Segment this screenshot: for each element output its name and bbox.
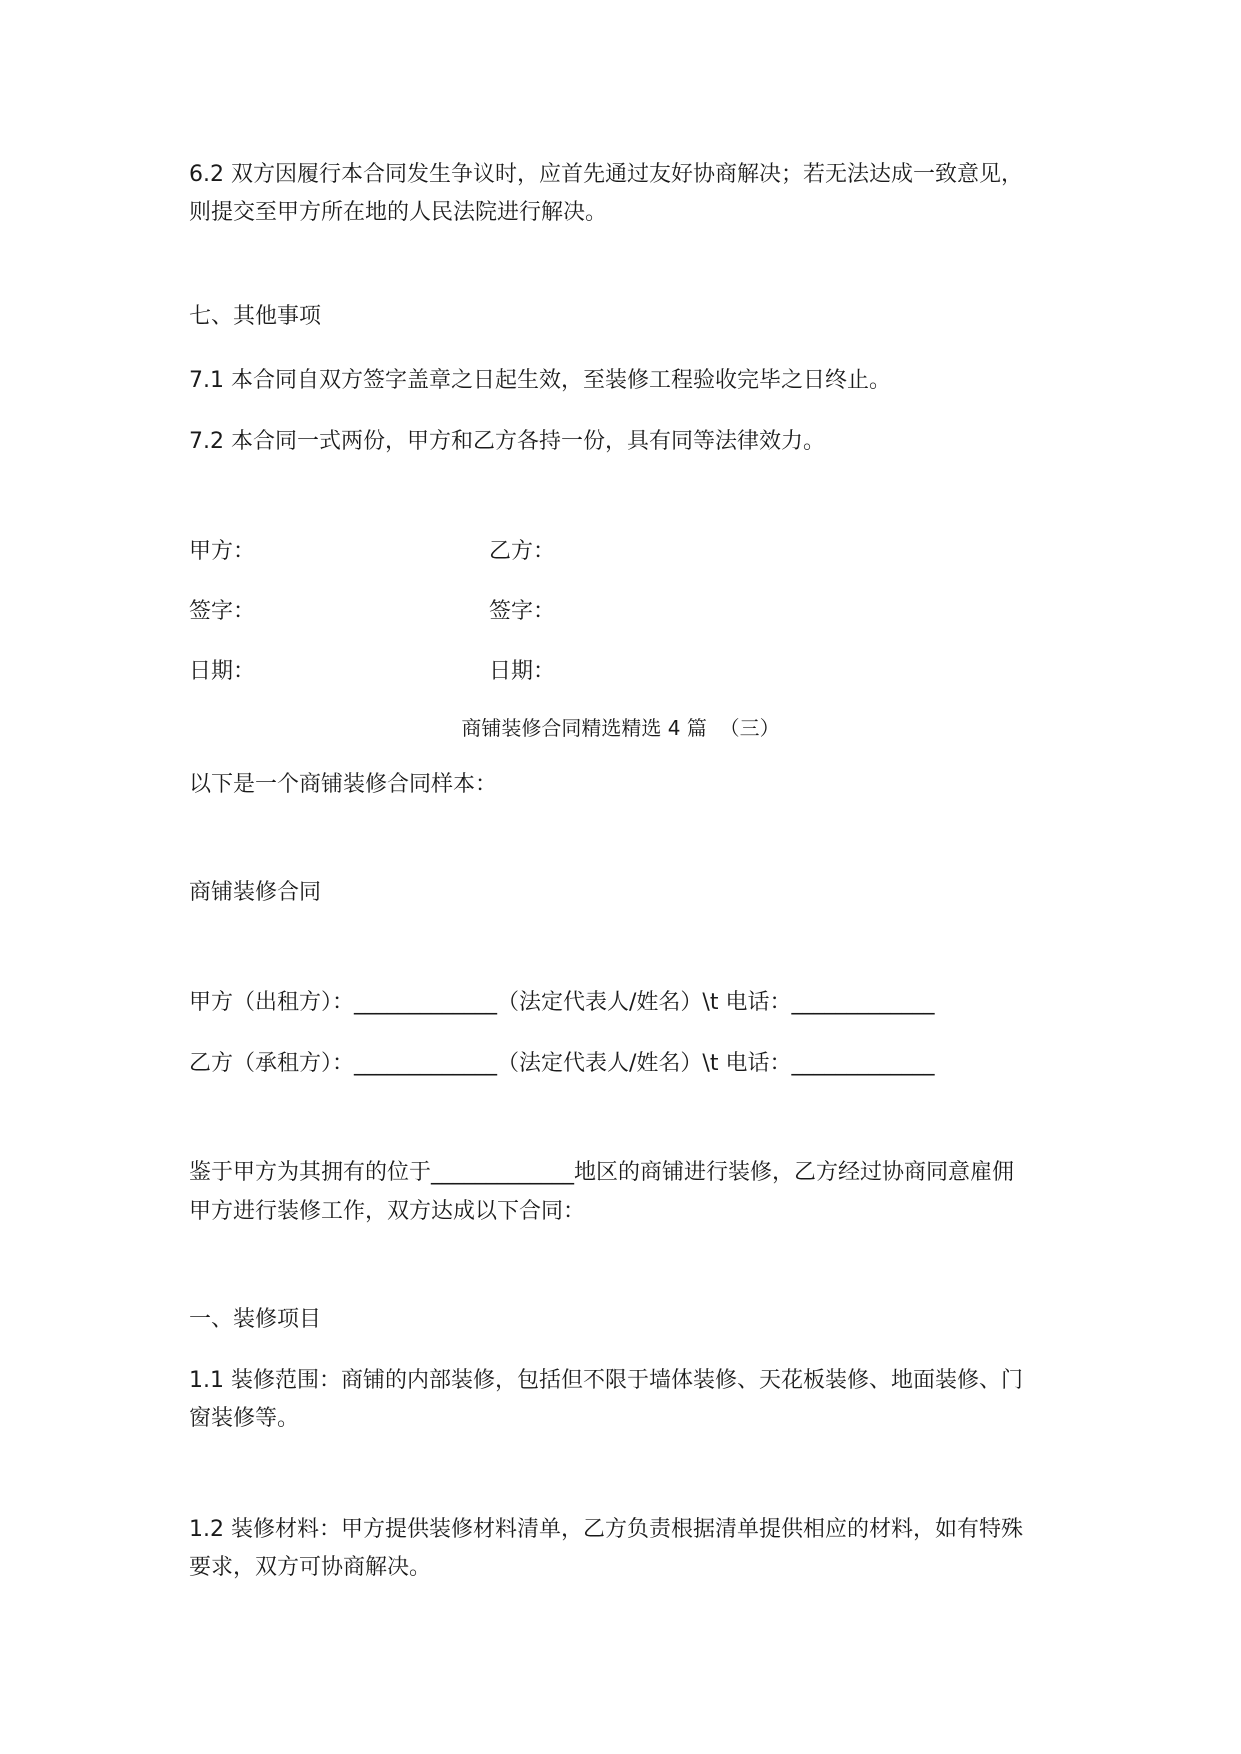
party-a-label: 甲方： (189, 539, 256, 564)
clause-7-1: 7.1 本合同自双方签字盖章之日起生效，至装修工程验收完毕之日终止。 (189, 368, 891, 393)
party-b-label: 乙方： (489, 539, 556, 564)
section-7-heading: 七、其他事项 (189, 304, 322, 329)
section-1-heading: 一、装修项目 (189, 1307, 322, 1332)
clause-1-1-line1: 1.1 装修范围：商铺的内部装修，包括但不限于墙体装修、天花板装修、地面装修、门 (189, 1368, 1023, 1393)
document-title: 商铺装修合同精选精选 4 篇 （三） (461, 716, 780, 740)
clause-6-2-line2: 则提交至甲方所在地的人民法院进行解决。 (189, 200, 608, 225)
clause-1-2-line2: 要求，双方可协商解决。 (189, 1555, 432, 1580)
date-b-label: 日期： (489, 659, 556, 684)
sign-b-label: 签字： (489, 599, 556, 624)
contract-title: 商铺装修合同 (189, 880, 322, 905)
preamble-line1: 鉴于甲方为其拥有的位于_____________地区的商铺进行装修，乙方经过协商同意雇佣 (189, 1160, 1015, 1185)
date-a-label: 日期： (189, 659, 256, 684)
clause-1-1-line2: 窗装修等。 (189, 1406, 300, 1431)
party-b-line: 乙方（承租方）：_____________（法定代表人/姓名）\t 电话：_____________ (189, 1051, 935, 1076)
party-a-line: 甲方（出租方）：_____________（法定代表人/姓名）\t 电话：_____________ (189, 990, 935, 1015)
sign-a-label: 签字： (189, 599, 256, 624)
clause-7-2: 7.2 本合同一式两份，甲方和乙方各持一份，具有同等法律效力。 (189, 429, 825, 454)
preamble-line2: 甲方进行装修工作，双方达成以下合同： (189, 1199, 586, 1224)
clause-1-2-line1: 1.2 装修材料：甲方提供装修材料清单，乙方负责根据清单提供相应的材料，如有特殊 (189, 1517, 1023, 1542)
clause-6-2-line1: 6.2 双方因履行本合同发生争议时，应首先通过友好协商解决；若无法达成一致意见， (189, 162, 1023, 187)
intro-text: 以下是一个商铺装修合同样本： (189, 772, 498, 797)
